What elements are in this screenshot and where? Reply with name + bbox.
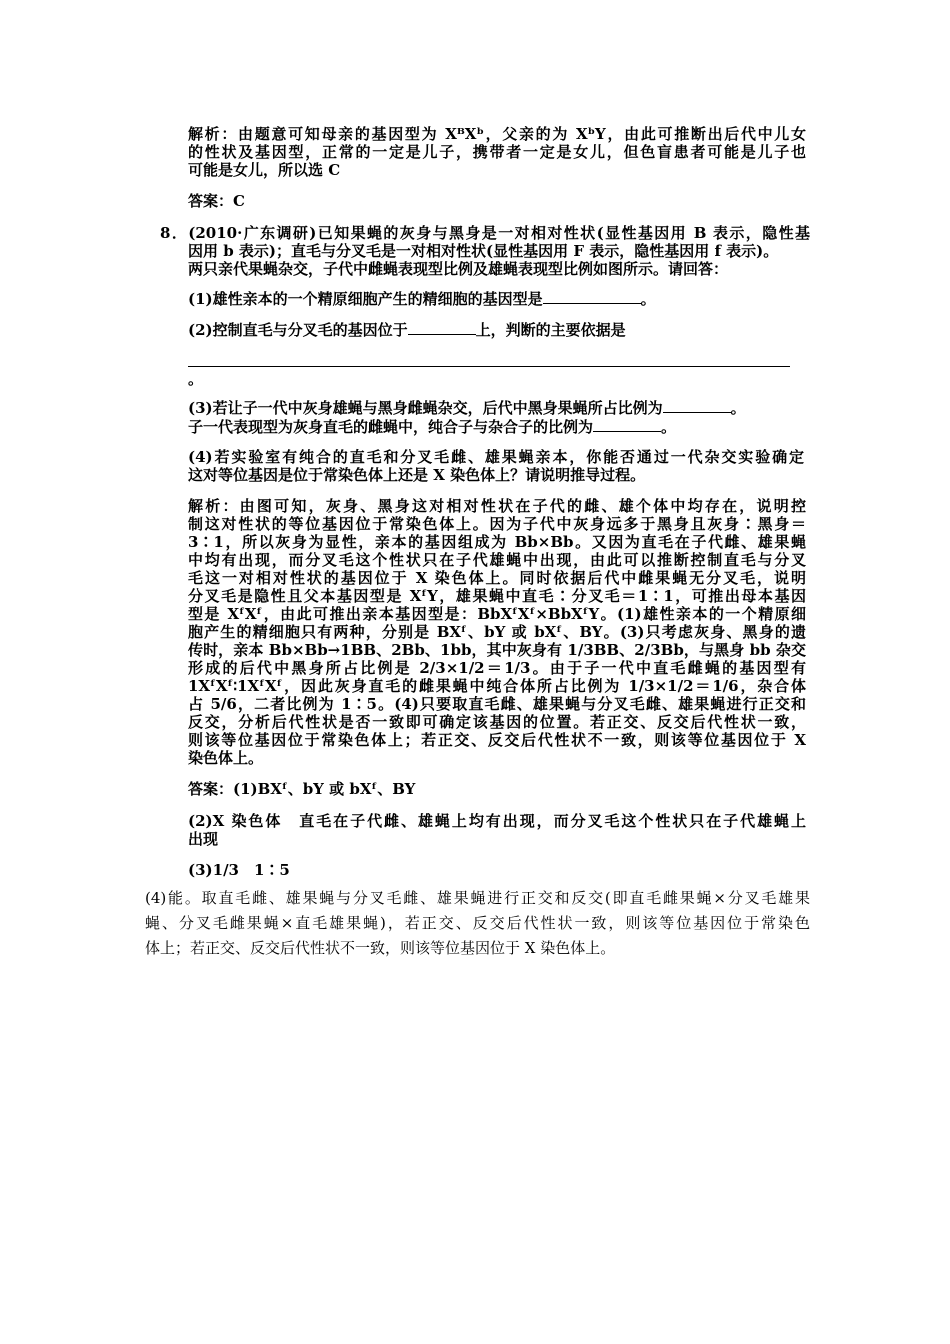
sub1-prefix: (1)雄性亲本的一个精原细胞产生的精细胞的基因型是 <box>188 290 543 308</box>
analysis-8-line: 染色体上。 <box>188 749 264 767</box>
sub3-line2-prefix: 子一代表现型为灰身直毛的雌蝇中，纯合子与杂合子的比例为 <box>188 418 594 436</box>
analysis-8-line: 分叉毛是隐性且父本基因型是 XᶠY，雄果蝇中直毛∶分叉毛＝1∶1，可推出母本基因 <box>188 587 806 605</box>
analysis-8-line: 则该等位基因位于常染色体上；若正交、反交后代性状不一致，则该等位基因位于 X <box>188 731 806 749</box>
analysis-8-line: 中均有出现，而分叉毛这个性状只在子代雄蝇中出现，由此可以推断控制直毛与分叉 <box>188 551 806 569</box>
answer-8-part4-line: (4)能。取直毛雌、雄果蝇与分叉毛雌、雄果蝇进行正交和反交(即直毛雌果蝇×分叉毛雄果 <box>145 889 810 907</box>
sub2-suffix: 上，判断的主要依据是 <box>475 321 626 339</box>
analysis-8-line: 3∶1，所以灰身为显性，亲本的基因组成为 Bb×Bb。又因为直毛在子代雌、雄果蝇 <box>188 533 806 551</box>
question-8-sub1 <box>188 289 656 308</box>
question-8-sub2 <box>188 320 626 339</box>
analysis-7-line: 解析：由题意可知母亲的基因型为 XᴮXᵇ，父亲的为 XᵇY，由此可推断出后代中儿女 <box>188 125 806 143</box>
analysis-8-line: 传时，亲本 Bb×Bb→1BB、2Bb、1bb，其中灰身有 1/3BB、2/3Bb，与黑身 bb 杂交 <box>188 641 806 659</box>
answer-8-part2 <box>188 812 806 848</box>
answer-8-part2-line: 出现 <box>188 830 219 848</box>
question-8-line: 两只亲代果蝇杂交，子代中雌蝇表现型比例及雄蝇表现型比例如图所示。请回答： <box>188 260 729 278</box>
answer-8-part4-line: 蝇、分叉毛雌果蝇×直毛雄果蝇)，若正交、反交后代性状一致，则该等位基因位于常染色 <box>145 914 810 932</box>
answer-8-part3: (3)1/3 1∶5 <box>188 861 290 879</box>
analysis-7-line: 可能是女儿，所以选 C <box>188 161 341 179</box>
sub4-line: (4)若实验室有纯合的直毛和分叉毛雌、雄果蝇亲本，你能否通过一代杂交实验确定 <box>188 448 804 466</box>
analysis-8-line: 1XᶠXᶠ∶1XᶠXᶠ，因此灰身直毛的雌果蝇中纯合体所占比例为 1/3×1/2＝1/6，杂合体 <box>188 677 806 695</box>
analysis-7-line: 的性状及基因型，正常的一定是儿子，携带者一定是女儿，但色盲患者可能是儿子也 <box>188 143 806 161</box>
analysis-7 <box>188 125 806 179</box>
analysis-8-line: 毛这一对相对性状的基因位于 X 染色体上。同时依据后代中雌果蝇无分叉毛，说明 <box>188 569 806 587</box>
question-8-line: 因用 b 表示)；直毛与分叉毛是一对相对性状(显性基因用 F 表示，隐性基因用 f 表示)。 <box>188 242 779 260</box>
sub2-answer-blank[interactable] <box>408 320 476 335</box>
sub4-line: 这对等位基因是位于常染色体上还是 X 染色体上？请说明推导过程。 <box>188 466 646 484</box>
sub3-line1-suffix: 。 <box>730 399 746 417</box>
answer-8-part2-line: (2)X 染色体 直毛在子代雌、雄蝇上均有出现，而分叉毛这个性状只在子代雄蝇上 <box>188 812 806 830</box>
sub1-answer-blank[interactable] <box>543 289 641 304</box>
analysis-8-line: 形成的后代中黑身所占比例是 2/3×1/2＝1/3。由于子一代中直毛雌蝇的基因型有 <box>188 659 806 677</box>
analysis-8-line: 型是 XᶠXᶠ，由此可推出亲本基因型是：BbXᶠXᶠ×BbXᶠY。(1)雄性亲本的一个精原细 <box>188 605 806 623</box>
analysis-8-line: 反交，分析后代性状是否一致即可确定该基因的位置。若正交、反交后代性状一致， <box>188 713 806 731</box>
sub1-suffix: 。 <box>640 290 656 308</box>
sub2-prefix: (2)控制直毛与分叉毛的基因位于 <box>188 321 408 339</box>
sub3-line1-prefix: (3)若让子一代中灰身雄蝇与黑身雌蝇杂交，后代中黑身果蝇所占比例为 <box>188 399 663 417</box>
analysis-8 <box>188 497 806 767</box>
sub2-reason-blank[interactable] <box>188 366 790 367</box>
answer-8-part4-line: 体上；若正交、反交后代性状不一致，则该等位基因位于 X 染色体上。 <box>145 939 616 957</box>
analysis-8-line: 胞产生的精细胞只有两种，分别是 BXᶠ、bY 或 bXᶠ、BY。(3)只考虑灰身、黑身的遗 <box>188 623 806 641</box>
answer-8-part1: 答案：(1)BXᶠ、bY 或 bXᶠ、BY <box>188 780 416 798</box>
analysis-8-line: 占 5/6，二者比例为 1∶5。(4)只要取直毛雌、雄果蝇与分叉毛雌、雄果蝇进行正交和 <box>188 695 806 713</box>
sub3-answer-blank-1[interactable] <box>663 398 731 413</box>
sub2-end: 。 <box>188 370 204 388</box>
question-8-line: 8．(2010·广东调研)已知果蝇的灰身与黑身是一对相对性状(显性基因用 B 表示，隐性基 <box>160 224 810 242</box>
answer-8-part4 <box>145 886 810 961</box>
sub3-answer-blank-2[interactable] <box>593 417 661 432</box>
answer-7: 答案：C <box>188 192 245 210</box>
question-8-sub4 <box>188 448 804 484</box>
question-8-stem <box>160 224 810 278</box>
question-8-sub3 <box>188 398 746 436</box>
analysis-8-line: 解析：由图可知，灰身、黑身这对相对性状在子代的雌、雄个体中均存在，说明控 <box>188 497 806 515</box>
sub3-line2-suffix: 。 <box>661 418 677 436</box>
analysis-8-line: 制这对性状的等位基因位于常染色体上。因为子代中灰身远多于黑身且灰身∶黑身＝ <box>188 515 806 533</box>
